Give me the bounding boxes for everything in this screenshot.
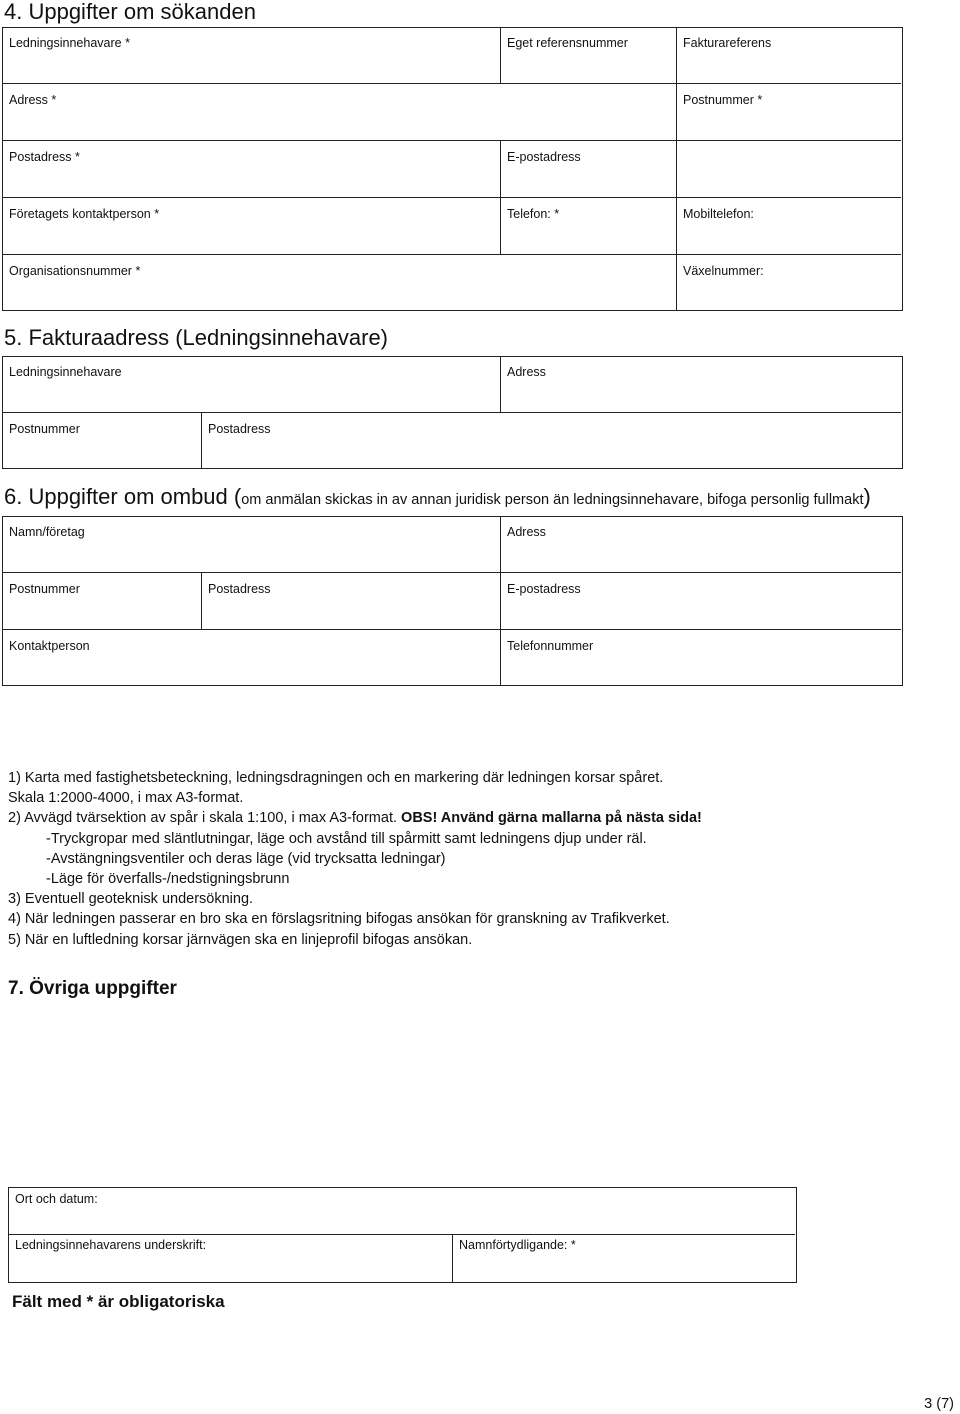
section-6-note: om anmälan skickas in av annan juridisk person än ledningsinnehavare, bifoga personlig fullmakt — [241, 492, 864, 508]
mobiltelefon-field[interactable]: Mobiltelefon: — [683, 207, 754, 221]
telefon-field[interactable]: Telefon: * — [507, 207, 560, 221]
note-2 — [8, 808, 702, 828]
vaxelnummer-field[interactable]: Växelnummer: — [683, 264, 764, 278]
agent-postnummer-field[interactable]: Postnummer — [9, 582, 80, 596]
invoice-address-form — [2, 356, 903, 469]
note-5: 5) När en luftledning korsar järnvägen ska en linjeprofil bifogas ansökan. — [8, 931, 473, 948]
section-6-title: 6. Uppgifter om ombud — [4, 484, 228, 509]
note-1: 1) Karta med fastighetsbeteckning, ledningsdragningen och en markering där ledningen korsar spåret. — [8, 770, 664, 786]
note-2a: -Tryckgropar med släntlutningar, läge och avstånd till spårmitt samt ledningens djup under räl. — [46, 830, 647, 847]
note-2-obs: OBS! Använd gärna mallarna på nästa sida! — [401, 810, 702, 827]
attachments-notes — [8, 768, 702, 950]
note-4: 4) När ledningen passerar en bro ska en förslagsritning bifogas ansökan för granskning av Trafikverket. — [8, 911, 670, 928]
organisationsnummer-field[interactable]: Organisationsnummer * — [9, 264, 141, 278]
note-1-scale: Skala 1:2000-4000, i max A3-format. — [8, 790, 244, 807]
agent-adress-field[interactable]: Adress — [507, 525, 546, 539]
section-6-heading: 6. Uppgifter om ombud (om anmälan skickas in av annan juridisk person än ledningsinnehavare, bifoga personlig fullmakt) — [4, 484, 871, 509]
postadress-field[interactable]: Postadress * — [9, 150, 80, 164]
page-number: 3 (7) — [924, 1396, 954, 1412]
agent-form — [2, 516, 903, 686]
epost-field[interactable]: E-postadress — [507, 150, 581, 164]
note-2c: -Läge för överfalls-/nedstigningsbrunn — [46, 871, 290, 888]
agent-postadress-field[interactable]: Postadress — [208, 582, 271, 596]
note-2-text: 2) Avvägd tvärsektion av spår i skala 1:100, i max A3-format. — [8, 810, 398, 827]
ort-datum-field[interactable]: Ort och datum: — [15, 1192, 98, 1206]
note-2b: -Avstängningsventiler och deras läge (vid trycksatta ledningar) — [46, 850, 446, 867]
section-4-title: 4. Uppgifter om sökanden — [4, 0, 256, 24]
underskrift-field[interactable]: Ledningsinnehavarens underskrift: — [15, 1238, 207, 1252]
invoice-adress-field[interactable]: Adress — [507, 365, 546, 379]
section-7-title: 7. Övriga uppgifter — [8, 978, 177, 999]
fakturareferens-field[interactable]: Fakturareferens — [683, 36, 772, 50]
agent-epost-field[interactable]: E-postadress — [507, 582, 581, 596]
invoice-ledningsinnehavare-field[interactable]: Ledningsinnehavare — [9, 365, 122, 379]
adress-field[interactable]: Adress * — [9, 93, 57, 107]
applicant-form — [2, 27, 903, 311]
kontaktperson-field[interactable]: Företagets kontaktperson * — [9, 207, 160, 221]
namnfortydligande-field[interactable]: Namnförtydligande: * — [459, 1238, 576, 1252]
invoice-postadress-field[interactable]: Postadress — [208, 422, 271, 436]
agent-kontaktperson-field[interactable]: Kontaktperson — [9, 639, 90, 653]
mandatory-note: Fält med * är obligatoriska — [12, 1292, 225, 1311]
ledningsinnehavare-field[interactable]: Ledningsinnehavare * — [9, 36, 130, 50]
agent-telefon-field[interactable]: Telefonnummer — [507, 639, 594, 653]
eget-referensnummer-field[interactable]: Eget referensnummer — [507, 36, 628, 50]
invoice-postnummer-field[interactable]: Postnummer — [9, 422, 80, 436]
postnummer-field[interactable]: Postnummer * — [683, 93, 763, 107]
signature-form — [8, 1187, 797, 1283]
section-5-title: 5. Fakturaadress (Ledningsinnehavare) — [4, 325, 389, 350]
agent-namn-field[interactable]: Namn/företag — [9, 525, 85, 539]
note-3: 3) Eventuell geoteknisk undersökning. — [8, 891, 254, 908]
